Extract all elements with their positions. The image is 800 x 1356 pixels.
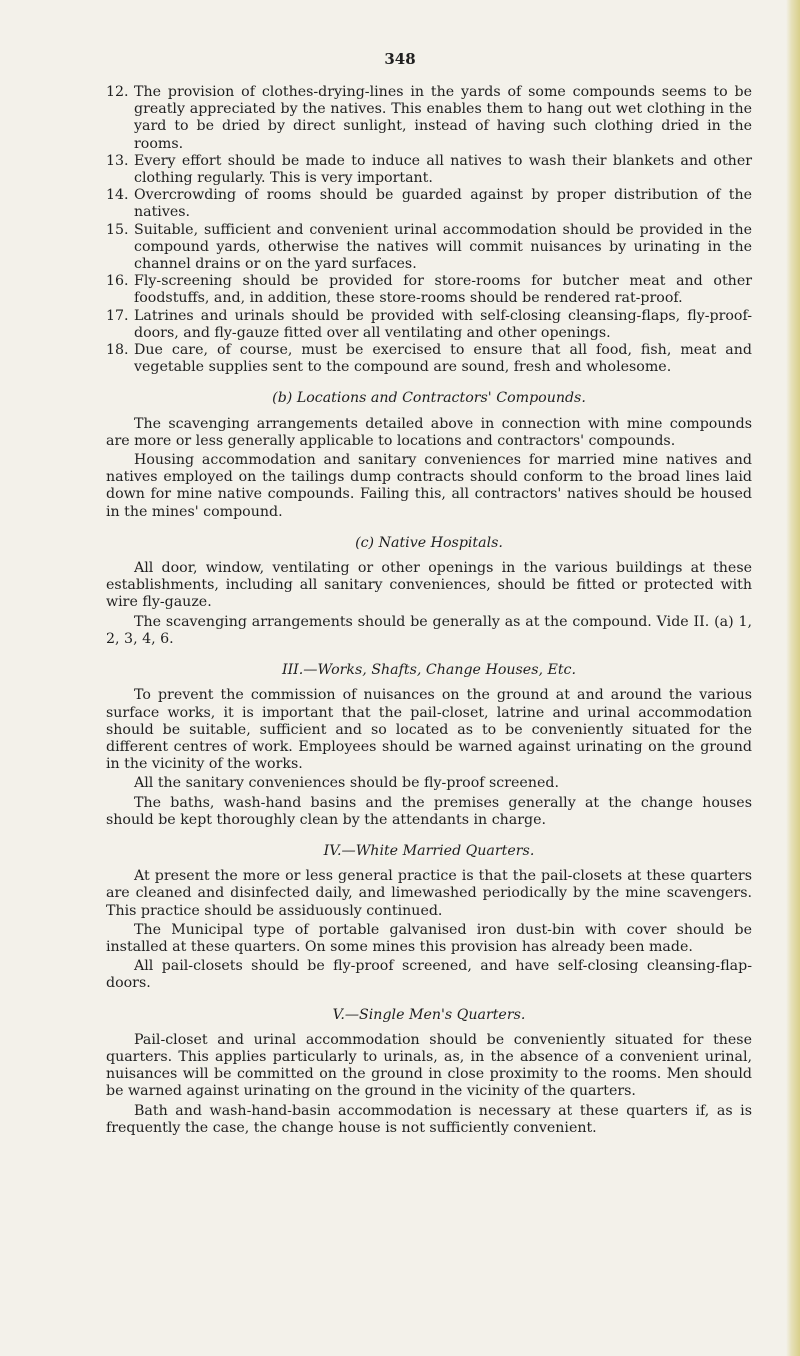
item-text: Overcrowding of rooms should be guarded against by proper distribution of the natives. [134,187,752,221]
section-heading: (b) Locations and Contractors' Compounds. [272,390,586,407]
list-item [106,153,752,187]
paragraph: The Municipal type of portable galvanised iron dust-bin with cover should be installed at these quarters. On some mines this provision has already been made. [106,921,752,955]
item-text: The provision of clothes-drying-lines in the yards of some compounds seems to be greatly appreciated by the natives. This enables them to hang out wet clothing in the yard to be dried by direct sunlight, instead of having such clothing dried in the rooms. [134,84,752,152]
section-heading: (c) Native Hospitals. [355,534,503,551]
item-number: 15. [106,221,129,238]
list-item [106,84,752,153]
section-single-mens-quarters [106,1007,752,1137]
item-text: Latrines and urinals should be provided with self-closing cleansing-flaps, fly-proof-doors, and fly-gauze fitted over all ventilating and other openings. [134,307,752,341]
item-text: Every effort should be made to induce all natives to wash their blankets and other clothing regularly. This is very important. [134,152,752,187]
section-heading: V.—Single Men's Quarters. [332,1006,526,1023]
paragraph: The scavenging arrangements should be generally as at the compound. Vide II. (a) 1, 2, 3, 4, 6. [106,613,752,647]
paragraph: At present the more or less general practice is that the pail-closets at these quarters are cleaned and disinfected daily, and limewashed periodically by the mine scavengers. This practice should be assiduously continued. [106,868,752,919]
item-number: 12. [106,84,129,100]
page-content [106,84,752,1139]
paragraph: To prevent the commission of nuisances on the ground at and around the various surface works, it is important that the pail-closet, latrine and urinal accommodation should be suitable, sufficient and so located as to be conveniently situated for the different centres of work. Employees should be warned against urinating on the ground in the vicinity of the works. [106,687,752,773]
paragraph: All the sanitary conveniences should be fly-proof screened. [134,775,559,792]
section-heading: IV.—White Married Quarters. [323,842,535,859]
item-number: 14. [106,187,129,204]
paragraph: The baths, wash-hand basins and the premises generally at the change houses should be kept thoroughly clean by the attendants in charge. [106,794,752,828]
list-item [106,342,752,376]
item-text: Suitable, sufficient and convenient urinal accommodation should be provided in the compound yards, otherwise the natives will commit nuisances by urinating in the channel drains or on the yard surfaces. [134,221,752,273]
list-item [106,222,752,274]
item-number: 17. [106,307,129,324]
section-locations [106,390,752,520]
section-works [106,662,752,829]
paragraph: All door, window, ventilating or other openings in the various buildings at these establishments, including all sanitary conveniences, should be fitted or protected with wire fly-gauze. [106,560,752,611]
item-text: Due care, of course, must be exercised to ensure that all food, fish, meat and vegetable supplies sent to the compound are sound, fresh and wholesome. [134,342,752,376]
item-number: 13. [106,152,129,169]
page-number: 348 [384,50,416,68]
list-item [106,273,752,307]
item-text: Fly-screening should be provided for store-rooms for butcher meat and other foodstuffs, and, in addition, these store-rooms should be rendered rat-proof. [134,273,752,307]
section-white-married-quarters [106,843,752,993]
list-item [106,187,752,221]
list-item [106,308,752,342]
item-number: 18. [106,342,129,359]
section-heading: III.—Works, Shafts, Change Houses, Etc. [281,662,577,679]
paragraph: The scavenging arrangements detailed above in connection with mine compounds are more or less generally applicable to locations and contractors' compounds. [106,415,752,449]
page-edge [786,0,800,1356]
item-number: 16. [106,273,129,290]
section-native-hospitals [106,535,752,648]
paragraph: Housing accommodation and sanitary conveniences for married mine natives and natives employed on the tailings dump contracts should conform to the broad lines laid down for mine native compounds. Failing this, all contractors' natives should be housed in the mines' compound. [106,452,752,520]
paragraph: All pail-closets should be fly-proof screened, and have self-closing cleansing-flap-doors. [106,958,752,992]
numbered-list [106,84,752,376]
paragraph: Bath and wash-hand-basin accommodation is necessary at these quarters if, as is frequently the case, the change house is not sufficiently convenient. [106,1102,752,1136]
paragraph: Pail-closet and urinal accommodation should be conveniently situated for these quarters. This applies particularly to urinals, as, in the absence of a convenient urinal, nuisances will be committed on the ground in close proximity to the rooms. Men should be warned against urinating on the ground in the vicinity of the quarters. [106,1031,752,1100]
